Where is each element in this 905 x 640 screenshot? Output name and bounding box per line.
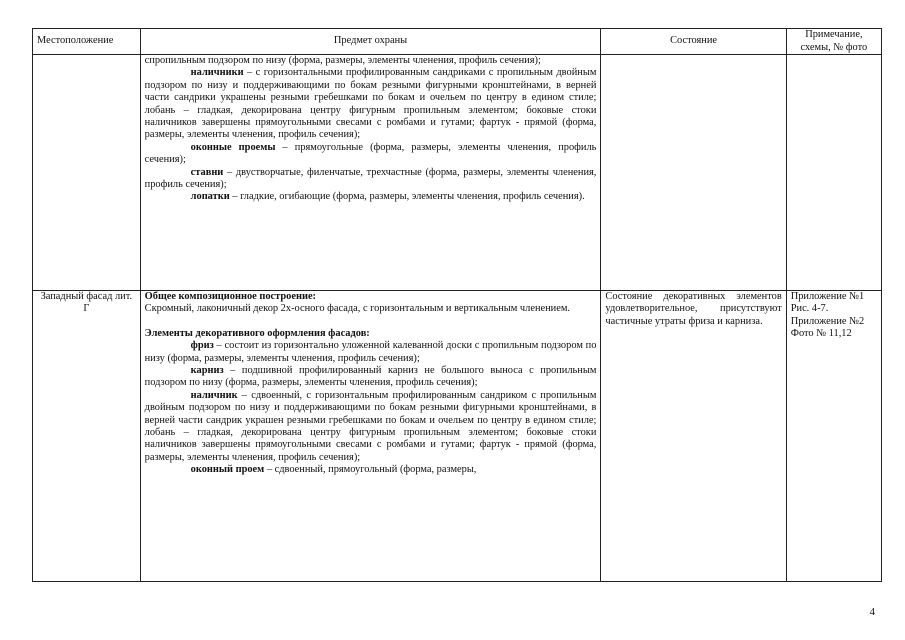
heritage-table — [32, 28, 882, 582]
row2-paragraph: фриз – состоит из горизонтально уложенной калеванной доски с пропильным подзором по низу (форма, размеры, элементы членения, профиль сечения); — [144, 340, 597, 364]
composition-text: Скромный, лаконичный декор 2х-осного фасада, с горизонтальным и вертикальным членением. — [144, 303, 571, 315]
row2-paragraph: оконный проем – сдвоенный, прямоугольный (форма, размеры, — [190, 464, 477, 476]
row2-paragraph: наличник – сдвоенный, с горизонтальным профилированным сандриком с пропильным двойным подзором по низу и поддерживающими по бокам резными фигурными кронштейнами, в верней части сандрик украшен резными гребешками по бокам и очельем по центру в едином стиле; лобань – гладкая, декорирована центру фигурным пропильным элементом; боковые стоки наличников завершены прямоугольными свесами с ромбами и гутами; фартук - прямой (форма, размеры, элементы членения, профиль сечения); — [144, 389, 597, 463]
composition-heading: Общее композиционное построение: — [144, 291, 317, 302]
note-line: Приложение №2 — [790, 315, 865, 327]
row1-paragraph: оконные проемы – прямоугольные (форма, размеры, элементы членения, профиль сечения); — [144, 141, 597, 166]
row1-paragraph: лопатки – гладкие, огибающие (форма, размеры, элементы членения, профиль сечения). — [190, 191, 585, 203]
table-header-row — [33, 29, 882, 55]
row1-paragraph: ставни – двустворчатые, филенчатые, трехчастные (форма, размеры, элементы членения, профиль сечения); — [144, 166, 597, 191]
table-row — [33, 55, 882, 291]
note-line: Приложение №1 — [790, 291, 865, 302]
row1-note-cell — [786, 55, 881, 291]
header-subject: Предмет охраны — [140, 29, 601, 55]
row2-subject-cell — [140, 291, 601, 582]
elements-heading: Элементы декоративного оформления фасадов: — [144, 327, 370, 339]
row1-paragraph: наличники – с горизонтальными профилированным сандриками с пропильным двойным подзором по низу и поддерживающими по бокам резными фигурными кронштейнами, в верней части сандрики украшены резными гребешками по бокам и очельем по центру в едином стиле; лобань – гладкая, декорирована центру фигурным пропильным элементом; боковые стоки наличников завершены прямоугольными свесами с ромбами и гутами; фартук - прямой (форма, размеры, элементы членения, профиль сечения); — [144, 67, 597, 141]
note-line: Рис. 4-7. — [790, 303, 829, 315]
header-state: Состояние — [601, 29, 786, 55]
row1-location-cell — [33, 55, 141, 291]
row2-location-cell: Западный фасад лит. Г — [33, 291, 141, 582]
row1-paragraph: спропильным подзором по низу (форма, размеры, элементы членения, профиль сечения); — [144, 55, 541, 66]
row2-note-cell — [786, 291, 881, 582]
row2-state-cell: Состояние декоративных элементов удовлетворительное, присутствуют частичные утраты фриза и карниза. — [601, 291, 786, 582]
row2-paragraph: карниз – подшивной профилированный карниз не большого выноса с пропильным подзором по низу (форма, размеры, элементы членения, профиль сечения); — [144, 365, 597, 389]
row1-state-cell — [601, 55, 786, 291]
table-row — [33, 291, 882, 582]
page-number: 4 — [869, 606, 875, 618]
header-note: Примечание, схемы, № фото — [786, 29, 881, 55]
note-line: Фото № 11,12 — [790, 328, 852, 340]
header-location: Местоположение — [33, 29, 141, 55]
row1-subject-cell — [140, 55, 601, 291]
